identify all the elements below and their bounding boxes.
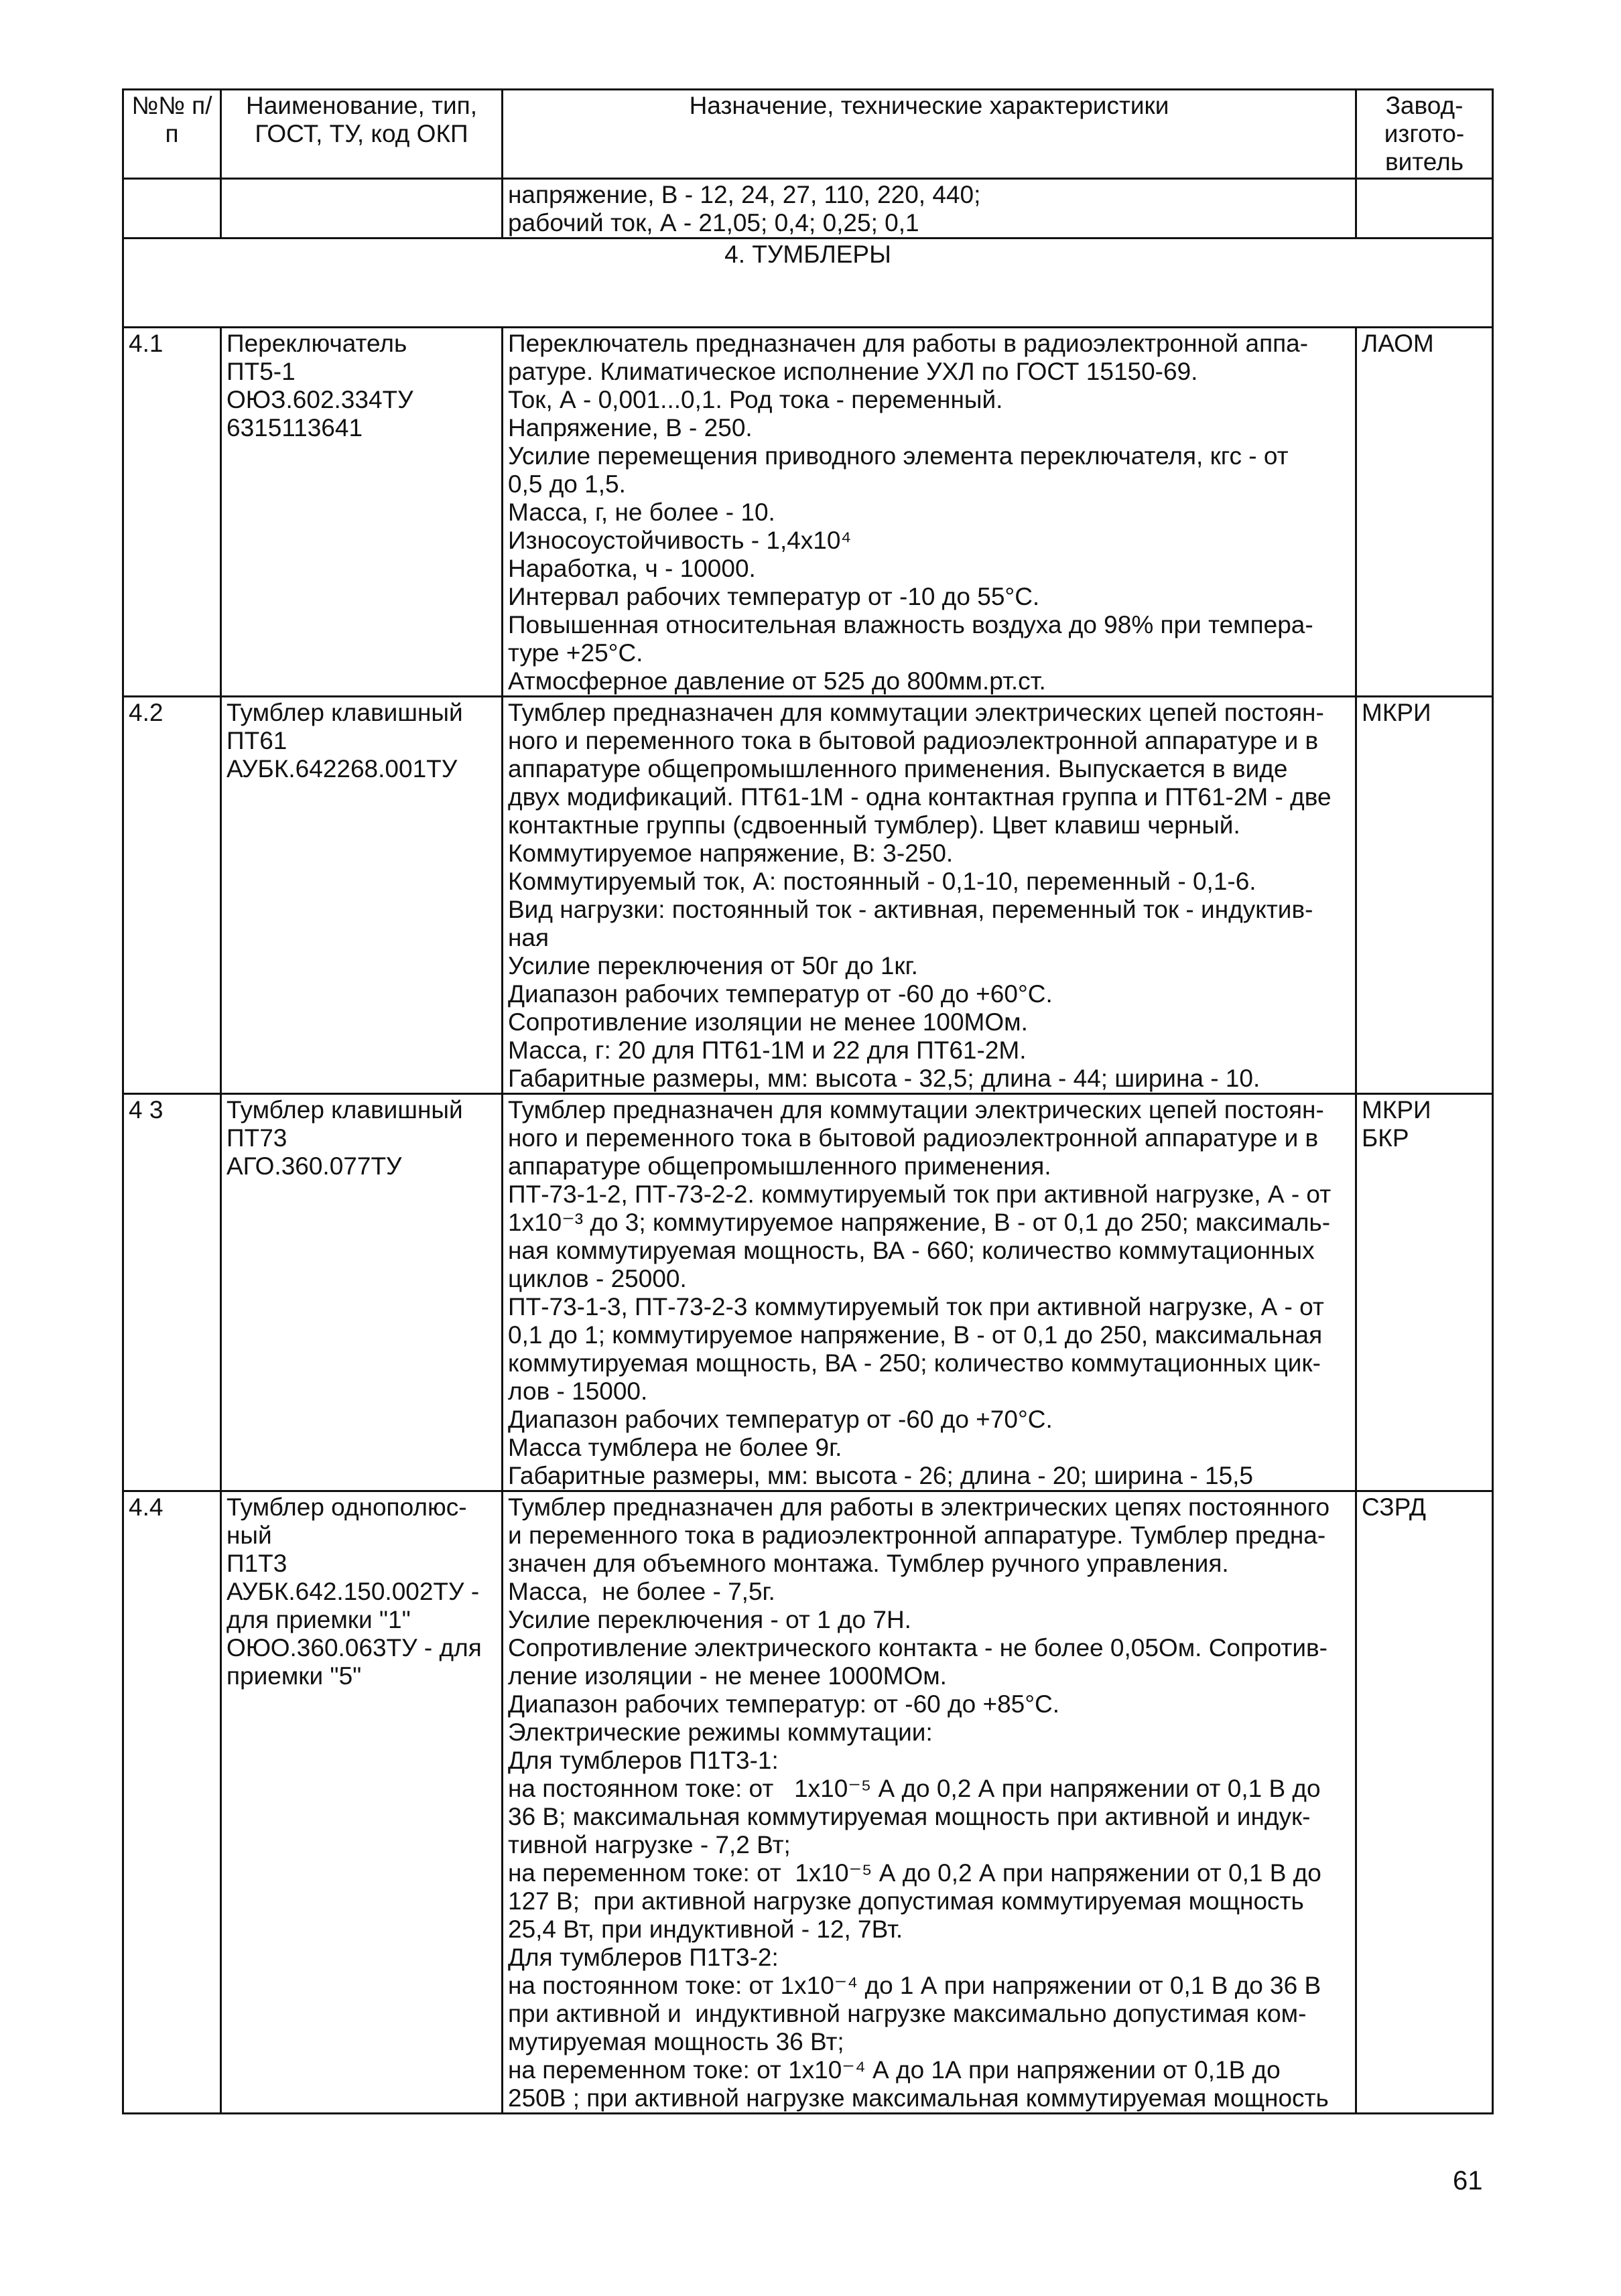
text-line: ПТ5-1 bbox=[226, 358, 296, 385]
table-row bbox=[123, 328, 1493, 697]
text-line: Наработка, ч - 10000. bbox=[508, 555, 756, 582]
text-line: Для тумблеров П1Т3-1: bbox=[508, 1747, 779, 1774]
text-line: на переменном токе: от 1х10⁻⁵ А до 0,2 А при напряжении от 0,1 В до bbox=[508, 1859, 1321, 1887]
header-purpose: Назначение, технические характеристики bbox=[503, 90, 1356, 179]
item-name bbox=[221, 328, 503, 697]
row-number: 4.1 bbox=[123, 328, 221, 697]
text-line: Интервал рабочих температур от -10 до 55°С. bbox=[508, 583, 1040, 610]
item-name bbox=[221, 697, 503, 1094]
text-line: Масса, г: 20 для ПТ61-1М и 22 для ПТ61-2М. bbox=[508, 1036, 1027, 1064]
text-line: аппаратуре общепромышленного применения. bbox=[508, 1152, 1051, 1180]
item-manufacturer bbox=[1356, 1094, 1493, 1491]
item-name bbox=[221, 1094, 503, 1491]
section-row bbox=[123, 239, 1493, 328]
item-description bbox=[503, 1094, 1356, 1491]
text-line: ОЮО.360.063ТУ - для bbox=[226, 1634, 482, 1662]
text-line: ОЮЗ.602.334ТУ bbox=[226, 386, 413, 413]
text-line: Тумблер предназначен для коммутации электрических цепей постоян- bbox=[508, 699, 1324, 726]
text-line: рабочий ток, А - 21,05; 0,4; 0,25; 0,1 bbox=[508, 209, 919, 237]
text-line: Коммутируемое напряжение, В: 3-250. bbox=[508, 839, 954, 867]
text-line: 0,5 до 1,5. bbox=[508, 470, 626, 498]
text-line: Вид нагрузки: постоянный ток - активная, переменный ток - индуктив- bbox=[508, 896, 1313, 923]
text-line: Усилие переключения - от 1 до 7Н. bbox=[508, 1606, 911, 1633]
text-line: Напряжение, В - 250. bbox=[508, 414, 753, 442]
text-line: Усилие перемещения приводного элемента переключателя, кгс - от bbox=[508, 442, 1289, 470]
text-line: лов - 15000. bbox=[508, 1377, 648, 1405]
text-line: мутируемая мощность 36 Вт; bbox=[508, 2028, 844, 2055]
item-manufacturer bbox=[1356, 697, 1493, 1094]
text-line: БКР bbox=[1362, 1124, 1409, 1152]
text-line: Повышенная относительная влажность воздуха до 98% при темпера- bbox=[508, 611, 1313, 638]
text-line: Диапазон рабочих температур: от -60 до +85°С. bbox=[508, 1690, 1060, 1718]
row-number: 4.2 bbox=[123, 697, 221, 1094]
text-line: Тумблер клавишный bbox=[226, 1096, 463, 1124]
text-line: Ток, А - 0,001...0,1. Род тока - переменный. bbox=[508, 386, 1003, 413]
text-line: Масса, г, не более - 10. bbox=[508, 498, 775, 526]
text-line: ПТ-73-1-2, ПТ-73-2-2. коммутируемый ток при активной нагрузке, А - от bbox=[508, 1180, 1332, 1208]
text-line: приемки "5" bbox=[226, 1662, 362, 1690]
text-line: 6315113641 bbox=[226, 414, 363, 442]
header-num: №№ п/п bbox=[123, 90, 221, 179]
text-line: Переключатель предназначен для работы в радиоэлектронной аппа- bbox=[508, 330, 1309, 357]
table-row bbox=[123, 1491, 1493, 2114]
header-name: Наименование, тип, ГОСТ, ТУ, код ОКП bbox=[221, 90, 503, 179]
table-row bbox=[123, 697, 1493, 1094]
text-line: Переключатель bbox=[226, 330, 407, 357]
text-line: двух модификаций. ПТ61-1М - одна контактная группа и ПТ61-2М - две bbox=[508, 783, 1332, 811]
text-line: для приемки "1" bbox=[226, 1606, 411, 1633]
text-line: АУБК.642268.001ТУ bbox=[226, 755, 458, 783]
text-line: АГО.360.077ТУ bbox=[226, 1152, 402, 1180]
table-body bbox=[123, 328, 1493, 2114]
text-line: туре +25°С. bbox=[508, 639, 643, 667]
text-line: ПТ73 bbox=[226, 1124, 287, 1152]
continuation-row bbox=[123, 179, 1493, 239]
text-line: ная коммутируемая мощность, ВА - 660; количество коммутационных bbox=[508, 1237, 1315, 1264]
text-line: ление изоляции - не менее 1000МОм. bbox=[508, 1662, 947, 1690]
text-line: 127 В; при активной нагрузке допустимая коммутируемая мощность bbox=[508, 1887, 1304, 1915]
text-line: ного и переменного тока в бытовой радиоэлектронной аппаратуре и в bbox=[508, 1124, 1319, 1152]
section-title: 4. ТУМБЛЕРЫ bbox=[123, 239, 1493, 328]
text-line: 25,4 Вт, при индуктивной - 12, 7Вт. bbox=[508, 1915, 903, 1943]
text-line: 36 В; максимальная коммутируемая мощность при активной и индук- bbox=[508, 1803, 1311, 1830]
text-line: тивной нагрузке - 7,2 Вт; bbox=[508, 1831, 791, 1859]
text-line: аппаратуре общепромышленного применения. Выпускается в виде bbox=[508, 755, 1288, 783]
text-line: МКРИ bbox=[1362, 1096, 1431, 1124]
text-line: Тумблер предназначен для коммутации электрических цепей постоян- bbox=[508, 1096, 1324, 1124]
component-table bbox=[122, 88, 1494, 2114]
text-line: на постоянном токе: от 1х10⁻⁵ А до 0,2 А при напряжении от 0,1 В до bbox=[508, 1775, 1321, 1802]
text-line: Масса тумблера не более 9г. bbox=[508, 1434, 842, 1461]
text-line: 1х10⁻³ до 3; коммутируемое напряжение, В - от 0,1 до 250; максималь- bbox=[508, 1209, 1331, 1236]
item-name bbox=[221, 1491, 503, 2114]
text-line: АУБК.642.150.002ТУ - bbox=[226, 1578, 480, 1605]
header-maker: Завод-изгото-витель bbox=[1356, 90, 1493, 179]
text-line: Износоустойчивость - 1,4х10⁴ bbox=[508, 527, 852, 554]
continuation-text bbox=[503, 179, 1356, 239]
text-line: и переменного тока в радиоэлектронной аппаратуре. Тумблер предна- bbox=[508, 1522, 1326, 1549]
text-line: на постоянном токе: от 1х10⁻⁴ до 1 А при напряжении от 0,1 В до 36 В bbox=[508, 1972, 1321, 1999]
text-line: Масса, не более - 7,5г. bbox=[508, 1578, 775, 1605]
text-line: Усилие переключения от 50г до 1кг. bbox=[508, 952, 918, 980]
page-number: 61 bbox=[1453, 2166, 1483, 2196]
text-line: контактные группы (сдвоенный тумблер). Цвет клавиш черный. bbox=[508, 811, 1240, 839]
text-line: Атмосферное давление от 525 до 800мм.рт.ст. bbox=[508, 667, 1046, 695]
text-line: 250В ; при активной нагрузке максимальная коммутируемая мощность bbox=[508, 2084, 1329, 2112]
item-description bbox=[503, 697, 1356, 1094]
text-line: Сопротивление изоляции не менее 100МОм. bbox=[508, 1008, 1028, 1036]
text-line: Диапазон рабочих температур от -60 до +60°С. bbox=[508, 980, 1053, 1008]
row-number: 4.4 bbox=[123, 1491, 221, 2114]
text-line: ная bbox=[508, 924, 549, 951]
text-line: МКРИ bbox=[1362, 699, 1431, 726]
text-line: Для тумблеров П1Т3-2: bbox=[508, 1944, 779, 1971]
text-line: Габаритные размеры, мм: высота - 32,5; длина - 44; ширина - 10. bbox=[508, 1065, 1260, 1092]
text-line: при активной и индуктивной нагрузке максимально допустимая ком- bbox=[508, 2000, 1307, 2027]
text-line: ный bbox=[226, 1522, 272, 1549]
text-line: Электрические режимы коммутации: bbox=[508, 1718, 933, 1746]
text-line: Коммутируемый ток, А: постоянный - 0,1-10, переменный - 0,1-6. bbox=[508, 868, 1256, 895]
text-line: коммутируемая мощность, ВА - 250; количество коммутационных цик- bbox=[508, 1349, 1321, 1377]
item-manufacturer bbox=[1356, 328, 1493, 697]
text-line: ЛАОМ bbox=[1362, 330, 1434, 357]
item-description bbox=[503, 328, 1356, 697]
text-line: значен для объемного монтажа. Тумблер ручного управления. bbox=[508, 1550, 1229, 1577]
text-line: Тумблер однополюс- bbox=[226, 1493, 467, 1521]
text-line: на переменном токе: от 1х10⁻⁴ А до 1А при напряжении от 0,1В до bbox=[508, 2056, 1281, 2084]
text-line: ПТ61 bbox=[226, 727, 287, 754]
row-number: 4 3 bbox=[123, 1094, 221, 1491]
item-manufacturer bbox=[1356, 1491, 1493, 2114]
text-line: Тумблер клавишный bbox=[226, 699, 463, 726]
text-line: Тумблер предназначен для работы в электрических цепях постоянного bbox=[508, 1493, 1330, 1521]
text-line: ного и переменного тока в бытовой радиоэлектронной аппаратуре и в bbox=[508, 727, 1319, 754]
text-line: Сопротивление электрического контакта - не более 0,05Ом. Сопротив- bbox=[508, 1634, 1327, 1662]
text-line: ратуре. Климатическое исполнение УХЛ по ГОСТ 15150-69. bbox=[508, 358, 1198, 385]
text-line: циклов - 25000. bbox=[508, 1265, 687, 1292]
text-line: СЗРД bbox=[1362, 1493, 1426, 1521]
text-line: ПТ-73-1-3, ПТ-73-2-3 коммутируемый ток при активной нагрузке, А - от bbox=[508, 1293, 1324, 1321]
text-line: Габаритные размеры, мм: высота - 26; длина - 20; ширина - 15,5 bbox=[508, 1462, 1254, 1489]
table-header-row bbox=[123, 90, 1493, 179]
text-line: П1Т3 bbox=[226, 1550, 287, 1577]
table-row bbox=[123, 1094, 1493, 1491]
item-description bbox=[503, 1491, 1356, 2114]
text-line: Диапазон рабочих температур от -60 до +70°С. bbox=[508, 1406, 1053, 1433]
text-line: напряжение, В - 12, 24, 27, 110, 220, 440; bbox=[508, 181, 981, 208]
text-line: 0,1 до 1; коммутируемое напряжение, В - от 0,1 до 250, максимальная bbox=[508, 1321, 1323, 1349]
